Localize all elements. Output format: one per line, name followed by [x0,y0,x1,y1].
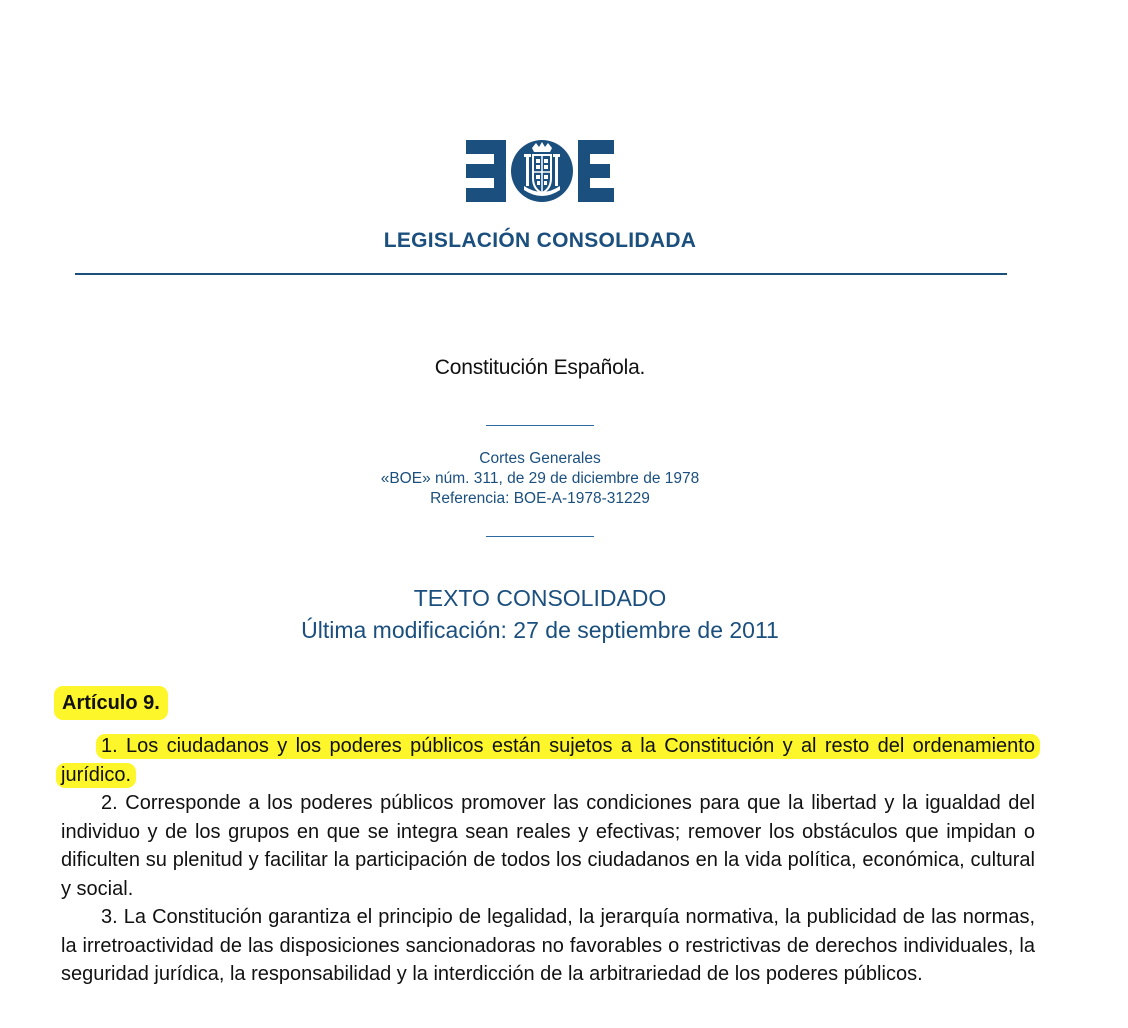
document-title: Constitución Española. [434,356,646,379]
document-metadata [0,449,1080,509]
article-paragraph-2: 2. Corresponde a los poderes públicos promover las condiciones para que la libertad y la igualdad del individuo y de los grupos en que se integra sean reales y efectivas; remover los obstáculos que impidan o dificulten su plenitud y facilitar la participación de todos los ciudadanos en la vida política, económica, cultural y social. [61,792,1035,900]
boe-logo [464,140,616,202]
consolidation-block [0,582,1080,646]
article-heading: Artículo 9. [54,686,168,720]
article-paragraph-1 [61,732,1035,789]
title-divider-bottom [486,536,594,537]
collection-title: LEGISLACIÓN CONSOLIDADA [383,229,697,252]
article-paragraph-3: 3. La Constitución garantiza el principio de legalidad, la jerarquía normativa, la publicidad de las normas, la irretroactividad de las disposiciones sancionadoras no favorables o restrictivas de derechos individuales, la seguridad jurídica, la responsabilidad y la interdicción de la arbitrariedad de los poderes públicos. [61,906,1035,985]
consolidation-status: TEXTO CONSOLIDADO [413,585,667,611]
publication-info: «BOE» núm. 311, de 29 de diciembre de 1978 [380,470,700,487]
last-modified: Última modificación: 27 de septiembre de 2011 [301,617,779,643]
issuer: Cortes Generales [479,450,601,467]
title-divider-top [486,425,594,426]
highlighted-text: 1. Los ciudadanos y los poderes públicos están sujetos a la Constitución y al resto del ordenamiento jurídico. [56,734,1040,788]
header-divider [75,273,1007,275]
reference-id: Referencia: BOE-A-1978-31229 [430,490,650,507]
article-body [61,732,1035,989]
